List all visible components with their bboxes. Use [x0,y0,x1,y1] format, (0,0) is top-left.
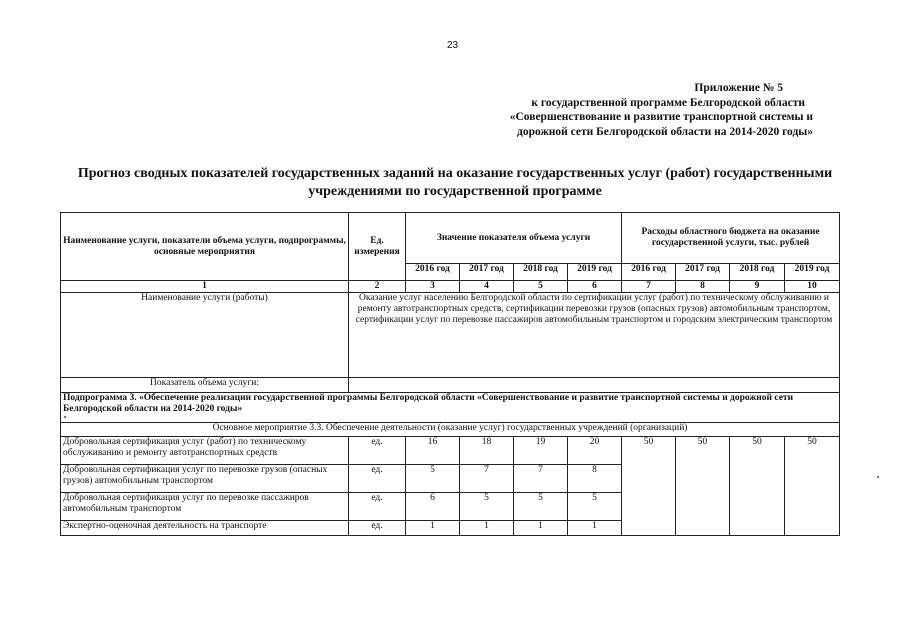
expense-2017: 50 [676,437,730,536]
appendix-header [484,81,829,139]
expense-2018: 50 [730,437,785,536]
row-value: 7 [460,465,514,493]
row-name: Добровольная сертификация услуг по перевозке грузов (опасных грузов) автомобильным транспортом [61,465,349,493]
row-unit: ед. [349,437,406,465]
header-year: 2017 год [460,264,514,281]
expense-2016: 50 [622,437,676,536]
row-value: 7 [514,465,568,493]
page-number: 23 [446,40,459,51]
row-unit: ед. [349,521,406,536]
column-number-row [61,281,840,293]
row-value: 20 [568,437,622,465]
header-year: 2018 год [730,264,785,281]
header-year: 2017 год [676,264,730,281]
row-name: Добровольная сертификация услуг (работ) по техническому обслуживанию и ремонту автотранспортных средств [61,437,349,465]
header-volume-group: Значение показателя объема услуги [406,213,622,264]
row-unit: ед. [349,465,406,493]
indicator-row [61,378,840,393]
column-number: 10 [785,281,840,293]
column-number: 4 [460,281,514,293]
appendix-program-ref: к государственной программе Белгородской области [531,96,805,109]
table-row [61,437,840,465]
scan-speck [877,476,879,478]
row-name: Экспертно-оценочная деятельность на транспорте [61,521,349,536]
activity-title: Основное мероприятие 3.3. Обеспечение деятельности (оказание услуг) государственных учреждений (организаций) [61,423,840,437]
subprogram-title: Подпрограмма 3. «Обеспечение реализации государственной программы Белгородской области «Совершенствование и развитие транспортной системы и дорожной сети Белгородской области на 2014-2020 годы» [61,393,840,423]
column-number: 7 [622,281,676,293]
activity-row [61,423,840,437]
header-name: Наименование услуги, показатели объема услуги, подпрограммы, основные мероприятия [61,213,349,281]
service-description: Оказание услуг населению Белгородской области по сертификации услуг (работ) по техническому обслуживанию и ремонту автотранспортных средств, сертификации перевозки грузов (опасных грузов) автомобильным транспортом, сертификации услуг по перевозке пассажиров автомобильным транспортом и городским электрическим транспортом [349,293,840,378]
indicator-label: Показатель объема услуги: [61,378,349,393]
appendix-program-name-1: «Совершенствование и развитие транспортной системы и [509,111,813,123]
row-name: Добровольная сертификация услуг по перевозке пассажиров автомобильным транспортом [61,493,349,521]
column-number: 6 [568,281,622,293]
row-value: 16 [406,437,460,465]
document-title-line-1: Прогноз сводных показателей государственных заданий на оказание государственных услуг (работ) государственными [77,166,833,181]
row-value: 19 [514,437,568,465]
header-year: 2019 год [785,264,840,281]
row-value: 5 [406,465,460,493]
appendix-program-name-2: дорожной сети Белгородской области на 2014-2020 годы» [517,125,813,138]
column-number: 3 [406,281,460,293]
column-number: 2 [349,281,406,293]
indicators-table [60,212,840,536]
header-expense-group: Расходы областного бюджета на оказание государственной услуги, тыс. рублей [622,213,840,264]
header-year: 2018 год [514,264,568,281]
row-value: 5 [514,493,568,521]
indicator-value [349,378,840,393]
scan-speck [64,416,66,418]
document-title-line-2: учреждениями по государственной программе [308,184,602,199]
row-unit: ед. [349,493,406,521]
document-title [60,165,850,201]
row-value: 8 [568,465,622,493]
header-year: 2016 год [622,264,676,281]
row-value: 6 [406,493,460,521]
service-row [61,293,840,378]
subprogram-row [61,393,840,423]
row-value: 1 [514,521,568,536]
header-year: 2019 год [568,264,622,281]
column-number: 9 [730,281,785,293]
appendix-number: Приложение № 5 [694,82,783,94]
column-number: 1 [61,281,349,293]
header-unit: Ед. измерения [349,213,406,281]
row-value: 5 [568,493,622,521]
column-number: 5 [514,281,568,293]
column-number: 8 [676,281,730,293]
header-year: 2016 год [406,264,460,281]
row-value: 1 [460,521,514,536]
table-header-row [61,213,840,264]
row-value: 18 [460,437,514,465]
row-value: 1 [406,521,460,536]
row-value: 5 [460,493,514,521]
row-value: 1 [568,521,622,536]
service-label: Наименование услуги (работы) [61,293,349,378]
expense-2019: 50 [785,437,840,536]
